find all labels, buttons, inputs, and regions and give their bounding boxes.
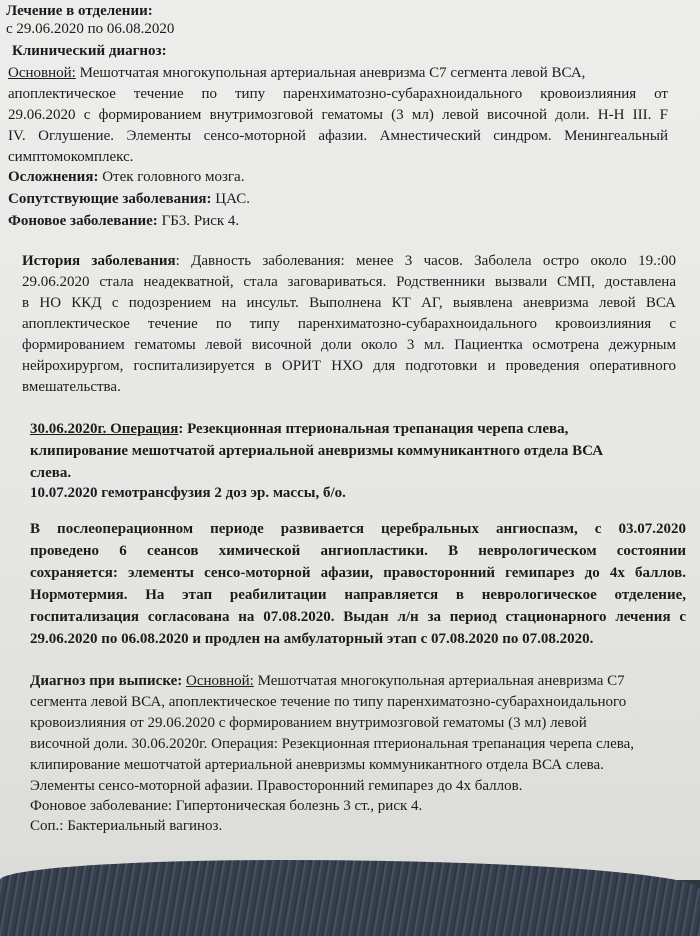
treatment-dates: с 29.06.2020 по 06.08.2020 xyxy=(6,21,175,37)
discharge-line-1 xyxy=(30,672,625,690)
concomitant-row xyxy=(8,190,250,208)
fabric-background xyxy=(0,860,700,936)
background-row xyxy=(8,212,239,230)
history-line-5: формированием гематомы левой височной доли около 3 мл. Пациентка осмотрена дежурным xyxy=(22,337,676,353)
clinical-main-line-1 xyxy=(8,64,668,82)
transfusion-line: 10.07.2020 гемотрансфузия 2 доз эр. массы, б/о. xyxy=(30,485,346,501)
postop-line-5: госпитализация согласована на 07.08.2020. Выдан л/н за период стационарного лечения с xyxy=(30,609,686,625)
discharge-text-1: Мешотчатая многокупольная артериальная аневризма С7 xyxy=(253,673,625,689)
clinical-main-label: Основной: xyxy=(8,65,76,81)
treatment-title: Лечение в отделении: xyxy=(6,3,153,19)
history-label: История заболевания xyxy=(22,253,176,269)
postop-line-4: Нормотермия. На этап реабилитации направляется в неврологическое отделение, xyxy=(30,587,686,603)
concomitant-label: Сопутствующие заболевания: xyxy=(8,191,212,207)
concomitant-value: ЦАС. xyxy=(211,191,250,207)
discharge-line-2: сегмента левой ВСА, апоплектическое течение по типу паренхиматозно-субарахноидального xyxy=(30,694,627,710)
discharge-line-4: височной доли. 30.06.2020г. Операция: Резекционная птериональная трепанация черепа слева, xyxy=(30,736,635,752)
history-line-3: в НО ККД с подозрением на инсульт. Выполнена КТ АГ, выявлена аневризма левой ВСА xyxy=(22,295,676,311)
history-text-1: : Давность заболевания: менее 3 часов. Заболела остро около 19.:00 xyxy=(175,253,676,269)
background-value: ГБ3. Риск 4. xyxy=(157,213,240,229)
complications-row xyxy=(8,168,244,186)
postop-line-6: 29.06.2020 по 06.08.2020 и продлен на амбулаторный этап с 07.08.2020 по 07.08.2020. xyxy=(30,631,594,647)
discharge-line-7: Фоновое заболевание: Гипертоническая болезнь 3 ст., риск 4. xyxy=(30,798,423,814)
postop-line-1: В послеоперационном периоде развивается церебральных ангиоспазм, с 03.07.2020 xyxy=(30,521,686,537)
discharge-main-label: Основной: xyxy=(186,673,254,689)
clinical-main-text-1: Мешотчатая многокупольная артериальная аневризма С7 сегмента левой ВСА, xyxy=(75,65,586,81)
operation-line-1 xyxy=(30,420,568,438)
history-line-7: вмешательства. xyxy=(22,379,121,395)
operation-line-3: слева. xyxy=(30,465,72,481)
history-line-1 xyxy=(22,252,676,270)
operation-line-2: клипирование мешотчатой артериальной аневризмы коммуникантного отдела ВСА xyxy=(30,443,604,459)
history-line-4: апоплектическое течение по типу паренхиматозно-субарахноидального кровоизлияния с xyxy=(22,316,676,332)
postop-line-3: сохраняется: элементы сенсо-моторной афазии, правосторонний гемипарез до 4х баллов. xyxy=(30,565,686,581)
clinical-main-line-4: IV. Оглушение. Элементы сенсо-моторной афазии. Амнестический синдром. Менингеальный xyxy=(8,128,668,144)
discharge-line-5: клипирование мешотчатой артериальной аневризмы коммуникантного отдела ВСА слева. xyxy=(30,757,604,773)
history-line-6: нейрохирургом, госпитализируется в ОРИТ НХО для подготовки и проведения оперативного xyxy=(22,358,676,374)
history-line-2: 29.06.2020 стала неадекватной, стала заговариваться. Родственники вызвали СМП, доставлена xyxy=(22,274,676,290)
discharge-label: Диагноз при выписке: xyxy=(30,673,183,689)
background-label: Фоновое заболевание: xyxy=(8,213,158,229)
clinical-main-line-2: апоплектическое течение по типу паренхиматозно-субарахноидального кровоизлияния от xyxy=(8,86,668,102)
discharge-line-6: Элементы сенсо-моторной афазии. Правосторонний гемипарез до 4х баллов. xyxy=(30,778,523,794)
operation-text-1: : Резекционная птериональная трепанация черепа слева, xyxy=(178,421,569,437)
discharge-line-8: Соп.: Бактериальный вагиноз. xyxy=(30,818,223,834)
postop-line-2: проведено 6 сеансов химической ангиопластики. В неврологическом состоянии xyxy=(30,543,686,559)
clinical-main-line-5: симптомокомплекс. xyxy=(8,149,134,165)
operation-label: 30.06.2020г. Операция xyxy=(30,421,179,437)
clinical-main-line-3: 29.06.2020 с формированием внутримозговой гематомы (3 мл) левой височной доли. Н-Н III. F xyxy=(8,107,668,123)
complications-value: Отек головного мозга. xyxy=(98,169,245,185)
discharge-line-3: кровоизлияния от 29.06.2020 с формированием внутримозговой гематомы (3 мл) левой xyxy=(30,715,587,731)
clinical-heading: Клинический диагноз: xyxy=(12,43,167,59)
complications-label: Осложнения: xyxy=(8,169,99,185)
